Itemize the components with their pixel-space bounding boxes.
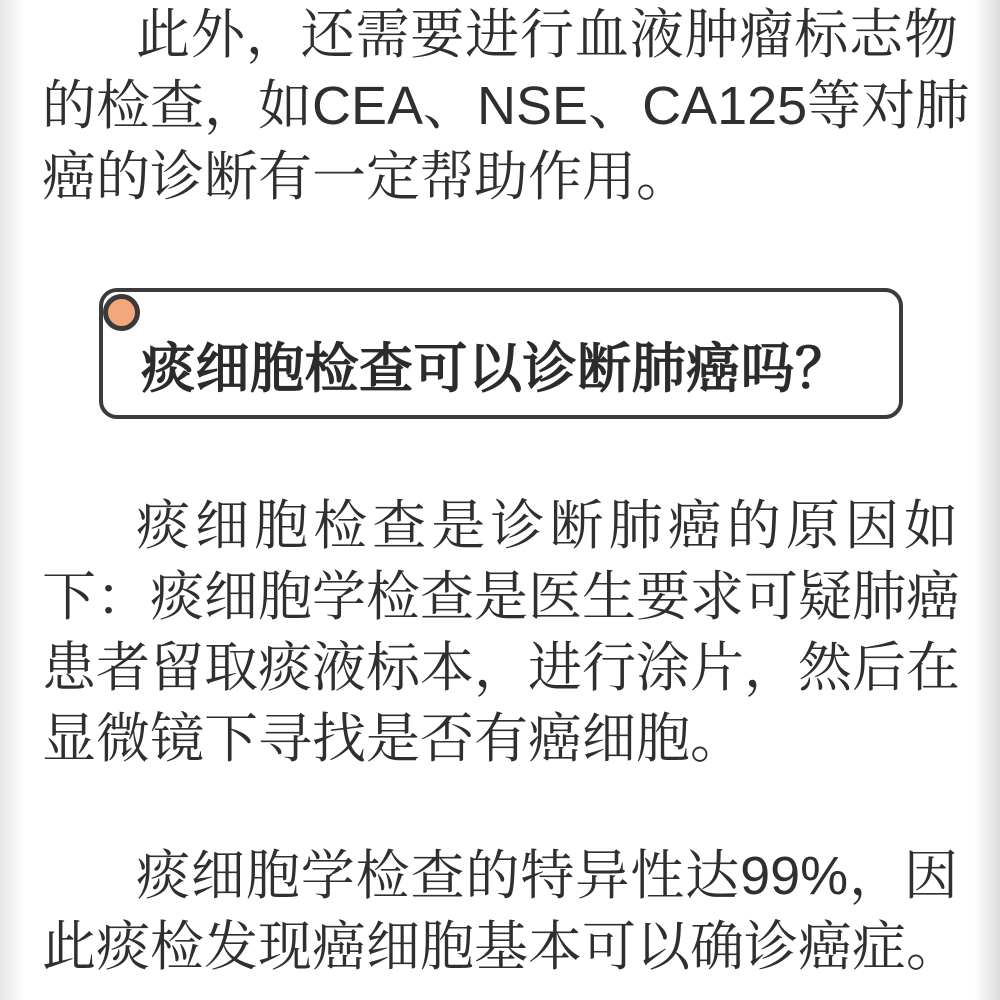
paragraph-line: 此外，还需要进行血液肿瘤标志物 — [136, 5, 958, 65]
paragraph-line: 患者留取痰液标本，进行涂片，然后在 — [42, 638, 960, 698]
question-card-title: 痰细胞检查可以诊断肺癌吗？ — [141, 339, 850, 399]
paragraph-line: 下：痰细胞学检查是医生要求可疑肺癌 — [42, 567, 960, 627]
paragraph-blood-markers — [42, 0, 970, 213]
paragraph-line: 痰细胞检查是诊断肺癌的原因如 — [136, 496, 958, 556]
question-card — [99, 288, 903, 419]
paragraph-sputum-method — [42, 491, 958, 775]
paragraph-line: 癌的诊断有一定帮助作用。 — [42, 147, 690, 207]
paragraph-line: 痰细胞学检查的特异性达99%，因 — [136, 846, 958, 906]
paragraph-line: 的检查，如CEA、NSE、CA125等对肺 — [42, 76, 970, 136]
bullet-dot-icon — [103, 294, 140, 331]
paragraph-line: 显微镜下寻找是否有癌细胞。 — [42, 709, 744, 769]
paragraph-specificity — [42, 841, 958, 983]
paragraph-line: 此痰检发现癌细胞基本可以确诊癌症。 — [42, 917, 960, 977]
